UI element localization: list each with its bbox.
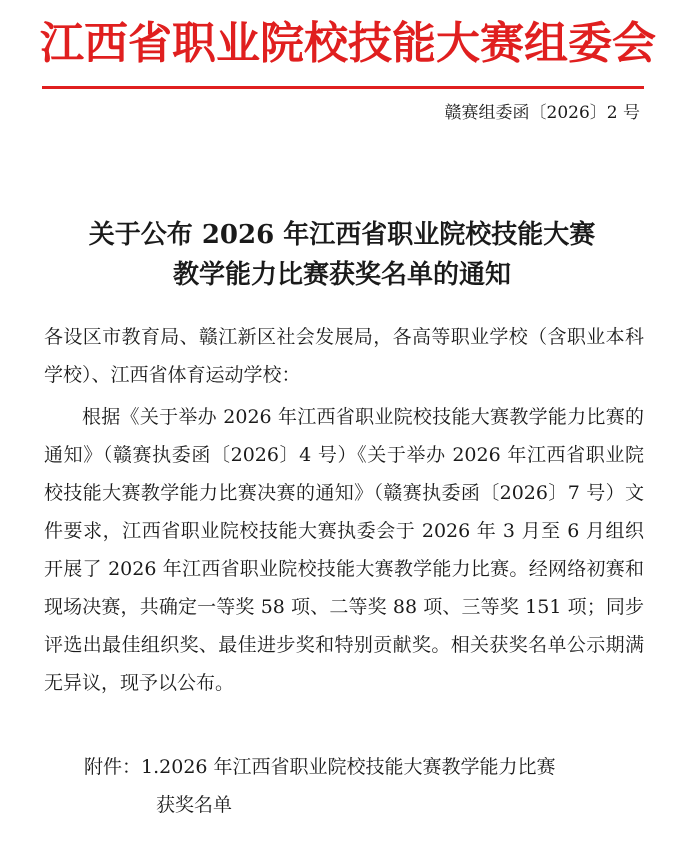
issuer-title: 江西省职业院校技能大赛组委会 [40,18,656,69]
recipients: 各设区市教育局、赣江新区社会发展局，各高等职业学校（含职业本科学校）、江西省体育运动学校： [44,326,644,386]
header-divider [42,86,644,89]
document-number: 赣赛组委函〔2026〕2 号 [444,103,640,123]
attachment-label: 附件： [84,756,142,778]
main-paragraph: 根据《关于举办 2026 年江西省职业院校技能大赛教学能力比赛的通知》（赣赛执委函〔2026〕4 号）《关于举办 2026 年江西省职业院校技能大赛教学能力比赛决赛的通知》（赣赛执委函〔2026〕7 号）文件要求，江西省职业院校技能大赛执委会于 2026 年 3 月至 6 月组织开展了 2026 年江西省职业院校技能大赛教学能力比赛。经网络初赛和现场决赛，共确定一等奖 58 项、二等奖 88 项、三等奖 151 项；同步评选出最佳组织奖、最佳进步奖和特别贡献奖。相关获奖名单公示期满无异议，现予以公布。 [44,406,644,694]
attachment-item-line2: 获奖名单 [156,794,233,816]
notice-title-line2: 教学能力比赛获奖名单的通知 [172,260,511,290]
attachment-block [84,748,644,824]
attachment-item-line1: 1.2026 年江西省职业院校技能大赛教学能力比赛 [141,756,556,778]
notice-title-line1: 关于公布 2026 年江西省职业院校技能大赛 [88,220,596,250]
